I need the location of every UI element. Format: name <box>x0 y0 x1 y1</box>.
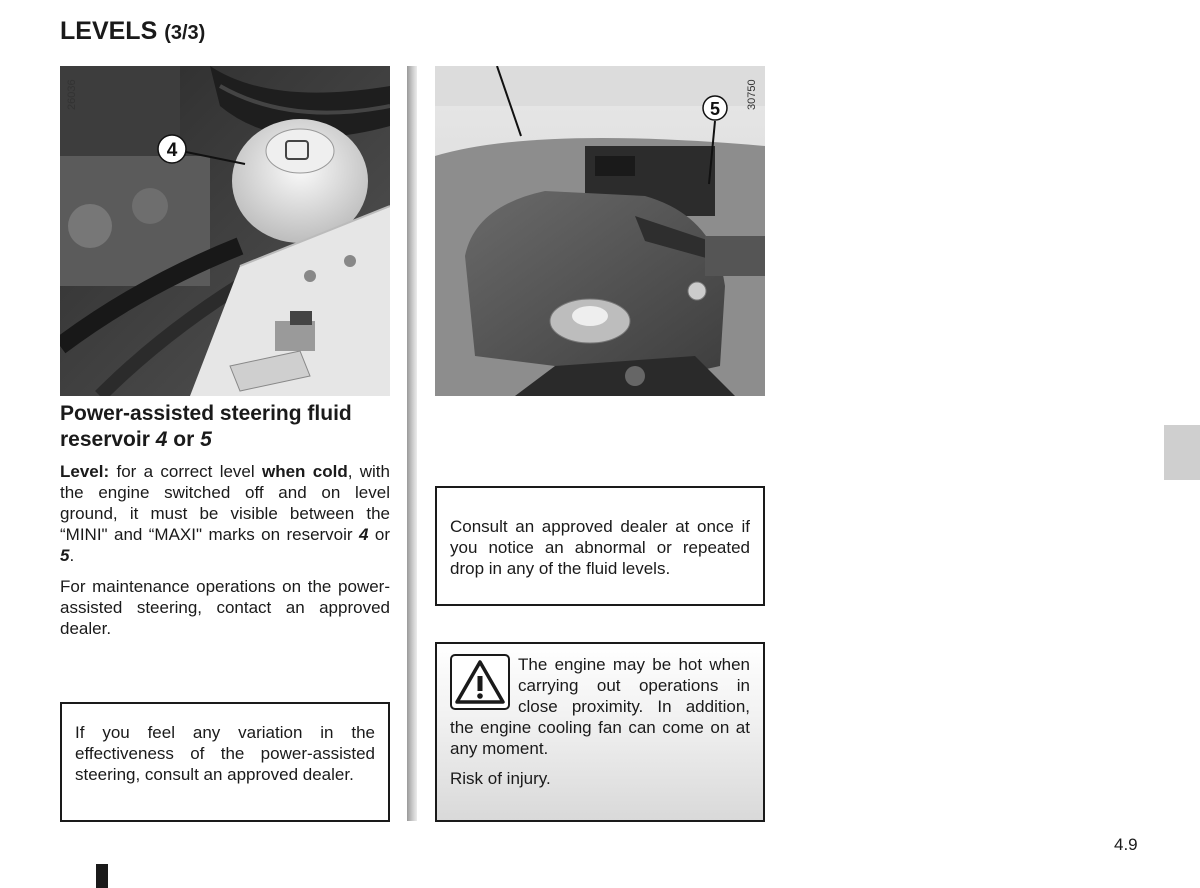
title-main: LEVELS <box>60 17 158 45</box>
level-paragraph: Level: for a correct level when cold, with the engine switched off and on level ground, it must be visible between the “MINI" and “MAXI" marks on reservoir 4 or 5. <box>60 462 390 565</box>
warning-text: The engine may be hot when carrying out operations in close proximity. In addition, the engine cooling fan can come on at any moment. <box>450 655 750 758</box>
note-left-text: If you feel any variation in the effectiveness of the power-assisted steering, consult an approved dealer. <box>75 723 375 784</box>
chapter-tab <box>1164 425 1200 480</box>
engine-photo-left <box>60 66 390 396</box>
callout-5: 5 <box>709 99 721 119</box>
engine-photo-right <box>435 66 765 396</box>
warning-box <box>435 642 765 822</box>
photo-reservoir-4 <box>60 66 390 396</box>
page-edge-mark <box>96 864 108 888</box>
section-heading: Power-assisted steering fluid reservoir 4 or 5 <box>60 402 352 451</box>
maintenance-paragraph: For maintenance operations on the power-assisted steering, contact an approved dealer. <box>60 577 390 638</box>
title-sub: (3/3) <box>164 22 206 44</box>
ref-number-left: 26036 <box>66 79 78 110</box>
note-box-left <box>60 702 390 822</box>
note-box-right <box>435 486 765 606</box>
callout-4: 4 <box>166 140 178 161</box>
page-number: 4.9 <box>1114 835 1138 854</box>
column-divider <box>407 66 417 821</box>
warning-triangle-icon <box>450 654 510 710</box>
photo-reservoir-5 <box>435 66 765 396</box>
note-right-text: Consult an approved dealer at once if you notice an abnormal or repeated drop in any of the fluid levels. <box>450 517 750 578</box>
page-title <box>60 17 205 46</box>
ref-number-right: 30750 <box>746 79 758 110</box>
warning-risk: Risk of injury. <box>450 769 551 788</box>
